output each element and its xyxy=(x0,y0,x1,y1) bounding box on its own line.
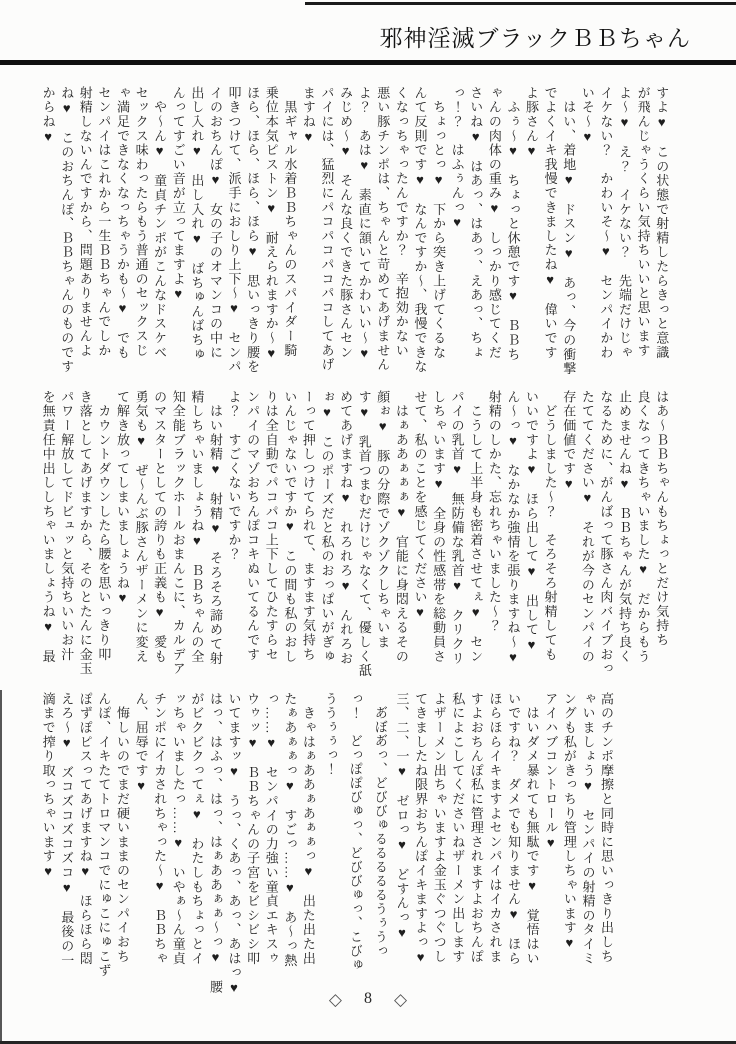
text-column: 射精のしかた、忘れちゃいました～？ xyxy=(486,390,502,634)
text-column: っ……♥ センパイの力強い童貞エキスゥ xyxy=(263,692,279,966)
text-column: 勇気も♥ ぜ～んぶ豚さんザーメンに変え xyxy=(133,390,149,664)
text-column: ね♥ このおちんぽ、ＢＢちゃんのものです xyxy=(59,86,75,374)
text-column: はっ、はふっ、はっ、はぁああぁぁ～っ♥ 腰 xyxy=(207,692,223,995)
text-column: チンポにイカされちゃった～♥ ＢＢちゃ xyxy=(152,692,168,966)
text-column: えろ～♥ ズコズコズコズコ♥ 最後の一 xyxy=(59,692,75,968)
text-column: セックス味わったらもう普通のセックスじ xyxy=(133,86,149,358)
text-column: いですね？ ダメでも知りません♥ ほら xyxy=(506,692,522,966)
text-column: き落としてあげますから、そのとたんに金玉 xyxy=(77,390,93,676)
text-band-3 xyxy=(38,692,615,997)
text-column: を無責任中出ししちゃいましょうね♥ 最 xyxy=(40,390,56,664)
text-column: っ！？ はふぅんっ♥ xyxy=(449,86,465,231)
text-column: 黒ギャル水着ＢＢちゃんのスパイダー騎 xyxy=(282,86,298,358)
text-column: 悔しいのでまだ硬いままのセンパイおち xyxy=(114,692,130,964)
text-column: すよおちんぽ私に管理されますよおちんぽ xyxy=(468,692,484,964)
text-column: すよ♥ この状態で射精したらきっと意識 xyxy=(654,86,670,360)
text-column: センパイはこれから一生ＢＢちゃんでしか xyxy=(96,86,112,358)
text-column: たぁあぁぁっ♥ すごっ……♥ あ～っ熱 xyxy=(282,692,298,968)
text-band-1 xyxy=(38,86,670,378)
text-column: 出し入れ♥ 出し入れ♥ ばちゅんばちゅ xyxy=(189,86,205,362)
scan-artifact-left-edge xyxy=(0,690,2,1044)
diamond-ornament-left: ◇ xyxy=(328,989,342,1009)
text-column: からね♥ xyxy=(40,86,56,146)
text-column: パイの乳首♥ 無防備な乳首♥ クリクリ xyxy=(449,390,465,666)
text-column: っ！ どっぽぽびゅっ、どびびゅっ、こびゅ xyxy=(346,692,362,972)
text-column: がビクビクってぇ♥ わたしもちょっとイ xyxy=(189,692,205,966)
text-column: んて反則です♥ なんですか～、我慢できな xyxy=(412,86,428,374)
text-column: でよくイキ我慢できましたね♥ 偉いです xyxy=(542,86,558,360)
text-column: ゃんの肉体の重み♥ しっかり感じてくだ xyxy=(486,86,502,360)
text-column: ングも私がきっちり管理しちゃいます♥ xyxy=(561,692,577,952)
text-column: いいですよ♥ ほら出して♥ 出して♥ xyxy=(524,390,540,654)
text-column: や～ん♥ 童貞チンポがこんなドスケベ xyxy=(152,86,168,360)
text-column: ーって押しつけてられて、ますます気持ち xyxy=(300,390,316,662)
text-column: 叩きつけて、派手におしり上下～♥ センパ xyxy=(226,86,242,374)
text-column: のマスターとしての誇りも正義も♥ 愛も xyxy=(152,390,168,664)
text-column: 止めませんね♥ ＢＢちゃんが気持ち良く xyxy=(617,390,632,664)
text-column: 知全能ブラックホールおまんこに、カルデア xyxy=(170,390,186,676)
text-column: はい、着地♥ ドスン♥ あっ、今の衝撃 xyxy=(561,86,577,376)
text-column: て解き放ってしまいましょうね♥ xyxy=(114,390,130,607)
text-column: よ？ すごくないですか？ xyxy=(226,390,242,562)
text-column: 悪い豚チンポは、ちゃんと苛めてあげません xyxy=(375,86,391,372)
text-column: ゃいましょう♥ センパイの射精のタイミ xyxy=(580,692,596,966)
text-column: さいね♥ はあっ、はあっ、えあっ、ちょ xyxy=(468,86,484,360)
text-column: 存在価値です♥ xyxy=(561,390,577,493)
text-column: せて、私のことを感じてください♥ xyxy=(412,390,428,621)
text-column: ほらほらイキますよセンパイはイカされま xyxy=(487,692,503,964)
text-column: アイハブコントロール♥ xyxy=(543,692,559,852)
text-column: 私によこしてくださいねザーメン出します xyxy=(450,692,466,964)
text-column: ん、屈辱です♥ xyxy=(133,692,149,795)
text-column: ゃ満足できなくなっちゃうかも～♥ でも xyxy=(114,86,130,360)
text-column: が飛んじゃうくらい気持ちいいと思います xyxy=(635,86,651,358)
text-column: いんじゃないですか♥ この間も私のおし xyxy=(282,390,298,664)
text-column: 良くなってきちゃいました♥ だからもう xyxy=(635,390,651,664)
text-column: んぽ、イキたてトロマンコでにゅこにゅこず xyxy=(96,692,112,978)
text-column: りは全自動でパコパコ上下してひたすらセ xyxy=(263,390,279,662)
text-column: たててください♥ それが今のセンパイの xyxy=(579,390,595,664)
text-column: よザーメン出ちゃいますよ金玉ぐつぐつし xyxy=(431,692,447,964)
text-column: ウゥッ♥ ＢＢちゃんの子宮をビシビシ叩 xyxy=(245,692,261,966)
text-column: ふぅ～♥ ちょっと休憩です♥ ＢＢち xyxy=(505,86,521,362)
text-column: はい射精♥ 射精♥ そろそろ諦めて射 xyxy=(207,390,223,666)
text-column: パワー解放してドビュッと気持ちいいお汁 xyxy=(59,390,75,662)
page-footer xyxy=(0,990,736,1008)
text-column: はいダメ暴れても無駄です♥ 覚悟はい xyxy=(524,692,540,966)
text-column: ちょっとっ♥ 下から突き上げてくるな xyxy=(431,86,447,360)
text-column: ううぅぅっ！ xyxy=(321,692,337,776)
text-column: イのおちんぽ♥ 女の子のオマンコの中に xyxy=(207,86,223,360)
text-column: パイには、猛烈にパコパコパコパコしてあげ xyxy=(319,86,335,372)
text-column: 乗位本気ピストン♥ 耐えられますか～♥ xyxy=(263,86,279,362)
text-column: ほら、ほら、ほら、ほら♥ 思いっきり腰を xyxy=(245,86,261,374)
text-column: ますね♥ xyxy=(300,86,316,146)
scan-artifact-top-edge xyxy=(305,2,736,5)
text-column: あ゙ぼあ゙っ、どびびゅるるるるるうぅうっ xyxy=(371,692,387,958)
text-column: 精しちゃいましょうね♥ ＢＢちゃんの全 xyxy=(189,390,205,664)
text-column: いてますッ♥ うっ、くあっ、あっ、あはっ♥ xyxy=(226,692,242,997)
text-column: こうして上半身も密着させてぇ♥ セン xyxy=(468,390,484,664)
text-column: よ豚さん♥ xyxy=(524,86,540,160)
text-column: ンパイのマゾおちんぽコキぬいてるんです xyxy=(245,390,261,662)
page-title: 邪神淫滅ブラックＢＢちゃん xyxy=(379,26,691,51)
text-column: す♥ 乳首つまむだけじゃなくて、優しく舐 xyxy=(356,390,372,678)
text-column: なるために、がんばって豚さん肉バイブおっ xyxy=(598,390,614,676)
text-column: くなっちゃったんですか？ 辛抱効かない xyxy=(393,86,409,358)
text-body xyxy=(38,86,691,997)
text-column: てきましたね限界おちんぽイキますよっ♥ xyxy=(413,692,429,966)
text-column: ぽずぽピスってあげますね♥ ほらほら悶 xyxy=(77,692,93,966)
diamond-ornament-right: ◇ xyxy=(394,989,408,1009)
text-column: 高のチンポ摩擦と同時に思いっきり出しち xyxy=(599,692,615,964)
text-column: めてあげますね♥ れろれろ♥ んれろお xyxy=(338,390,354,666)
text-column: きゃはぁああぁあぁぁっ♥ 出た出た出 xyxy=(300,692,316,966)
text-column: カウントダウンしたら腰を思いっきり叩 xyxy=(96,390,112,662)
text-column: 滴まで搾り取っちゃいます♥ xyxy=(40,692,56,880)
text-column: しちゃいます♥ 全身の性感帯を総動員さ xyxy=(431,390,447,664)
header-divider-rule xyxy=(0,60,736,65)
text-column: はあ～ＢＢちゃんもちょっとだけ気持ち xyxy=(654,390,670,648)
text-column: よ？ あは♥ 素直に頷いてかわいい～♥ xyxy=(356,86,372,362)
text-column: んってすごい音が立ってますよ♥ xyxy=(170,86,186,303)
text-column: ッちゃいましたっ……♥ いやぁ～ん童貞 xyxy=(170,692,186,966)
text-column: よ～♥ え？ イケない？ 先端だけじゃ xyxy=(617,86,632,360)
text-column: イケない？ かわいそ～♥ センパイかわ xyxy=(598,86,614,360)
text-column: ぉ♥ このポーズだと私のおっぱいがぎゅ xyxy=(319,390,335,664)
page-number: 8 xyxy=(364,990,372,1007)
text-column: ん～っ♥ なかなか強情を張りますね～♥ xyxy=(505,390,521,666)
text-column: 射精しないんですから、問題ありませんよ xyxy=(77,86,93,358)
text-column: どうしました～？ そろそろ射精しても xyxy=(542,390,558,662)
text-column: はぁああぁぁぁ♥ 官能に身悶えるその xyxy=(393,390,409,664)
text-column: 顔ぉ♥ 豚の分際でゾクゾクしちゃいま xyxy=(375,390,391,650)
text-column: いそ～♥ xyxy=(579,86,595,146)
text-column: みじめ～♥ そんな良くできた豚さんセン xyxy=(338,86,354,360)
text-column: 三、二、一♥ ゼロっ♥ どすんっ♥ xyxy=(394,692,410,942)
text-band-2 xyxy=(38,390,670,678)
